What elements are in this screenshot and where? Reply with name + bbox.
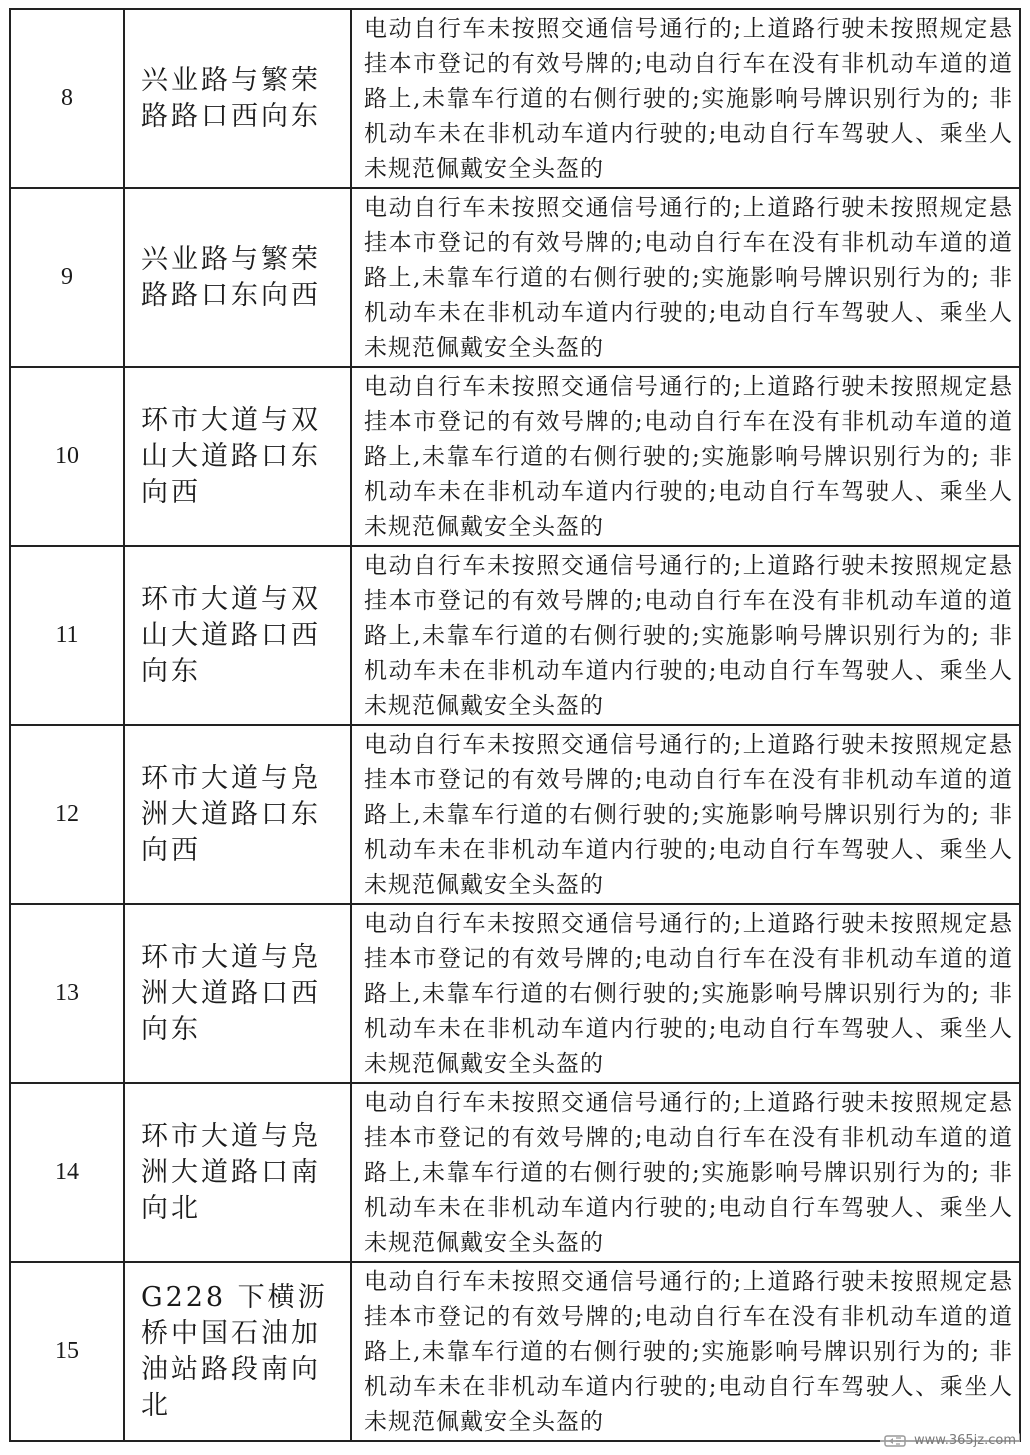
site-watermark (880, 1432, 1020, 1449)
location-cell: 兴业路与繁荣路路口东向西 (124, 188, 351, 367)
violation-table (9, 8, 1021, 1442)
row-number: 11 (10, 546, 124, 725)
violations-cell: 电动自行车未按照交通信号通行的;上道路行驶未按照规定悬挂本市登记的有效号牌的;电动自行车在没有非机动车道的道路上,未靠车行道的右侧行驶的;实施影响号牌识别行为的; 非机动车未在非机动车道内行驶的;电动自行车驾驶人、乘坐人未规范佩戴安全头盔的 (351, 1083, 1020, 1262)
row-number: 9 (10, 188, 124, 367)
table-row (10, 904, 1020, 1083)
location-cell: 环市大道与双山大道路口东向西 (124, 367, 351, 546)
location-cell: 环市大道与凫洲大道路口南向北 (124, 1083, 351, 1262)
violations-cell: 电动自行车未按照交通信号通行的;上道路行驶未按照规定悬挂本市登记的有效号牌的;电动自行车在没有非机动车道的道路上,未靠车行道的右侧行驶的;实施影响号牌识别行为的; 非机动车未在非机动车道内行驶的;电动自行车驾驶人、乘坐人未规范佩戴安全头盔的 (351, 725, 1020, 904)
location-cell: 环市大道与双山大道路口西向东 (124, 546, 351, 725)
violations-cell: 电动自行车未按照交通信号通行的;上道路行驶未按照规定悬挂本市登记的有效号牌的;电动自行车在没有非机动车道的道路上,未靠车行道的右侧行驶的;实施影响号牌识别行为的; 非机动车未在非机动车道内行驶的;电动自行车驾驶人、乘坐人未规范佩戴安全头盔的 (351, 188, 1020, 367)
table-row (10, 1083, 1020, 1262)
table-row (10, 188, 1020, 367)
watermark-logo-icon (884, 1434, 906, 1448)
watermark-text: www.365jz.com (914, 1433, 1016, 1448)
location-cell: 兴业路与繁荣路路口西向东 (124, 9, 351, 188)
location-cell: 环市大道与凫洲大道路口东向西 (124, 725, 351, 904)
violations-cell: 电动自行车未按照交通信号通行的;上道路行驶未按照规定悬挂本市登记的有效号牌的;电动自行车在没有非机动车道的道路上,未靠车行道的右侧行驶的;实施影响号牌识别行为的; 非机动车未在非机动车道内行驶的;电动自行车驾驶人、乘坐人未规范佩戴安全头盔的 (351, 546, 1020, 725)
violations-cell: 电动自行车未按照交通信号通行的;上道路行驶未按照规定悬挂本市登记的有效号牌的;电动自行车在没有非机动车道的道路上,未靠车行道的右侧行驶的;实施影响号牌识别行为的; 非机动车未在非机动车道内行驶的;电动自行车驾驶人、乘坐人未规范佩戴安全头盔的 (351, 1262, 1020, 1441)
row-number: 13 (10, 904, 124, 1083)
location-cell: 环市大道与凫洲大道路口西向东 (124, 904, 351, 1083)
row-number: 15 (10, 1262, 124, 1441)
violations-cell: 电动自行车未按照交通信号通行的;上道路行驶未按照规定悬挂本市登记的有效号牌的;电动自行车在没有非机动车道的道路上,未靠车行道的右侧行驶的;实施影响号牌识别行为的; 非机动车未在非机动车道内行驶的;电动自行车驾驶人、乘坐人未规范佩戴安全头盔的 (351, 367, 1020, 546)
table-row (10, 725, 1020, 904)
table-row (10, 1262, 1020, 1441)
row-number: 12 (10, 725, 124, 904)
table-row (10, 367, 1020, 546)
row-number: 8 (10, 9, 124, 188)
violations-cell: 电动自行车未按照交通信号通行的;上道路行驶未按照规定悬挂本市登记的有效号牌的;电动自行车在没有非机动车道的道路上,未靠车行道的右侧行驶的;实施影响号牌识别行为的; 非机动车未在非机动车道内行驶的;电动自行车驾驶人、乘坐人未规范佩戴安全头盔的 (351, 904, 1020, 1083)
location-cell: G228 下横沥桥中国石油加油站路段南向北 (124, 1262, 351, 1441)
violation-table-container (9, 8, 1019, 1442)
table-body (10, 9, 1020, 1441)
table-row (10, 546, 1020, 725)
violations-cell: 电动自行车未按照交通信号通行的;上道路行驶未按照规定悬挂本市登记的有效号牌的;电动自行车在没有非机动车道的道路上,未靠车行道的右侧行驶的;实施影响号牌识别行为的; 非机动车未在非机动车道内行驶的;电动自行车驾驶人、乘坐人未规范佩戴安全头盔的 (351, 9, 1020, 188)
table-row (10, 9, 1020, 188)
row-number: 14 (10, 1083, 124, 1262)
row-number: 10 (10, 367, 124, 546)
